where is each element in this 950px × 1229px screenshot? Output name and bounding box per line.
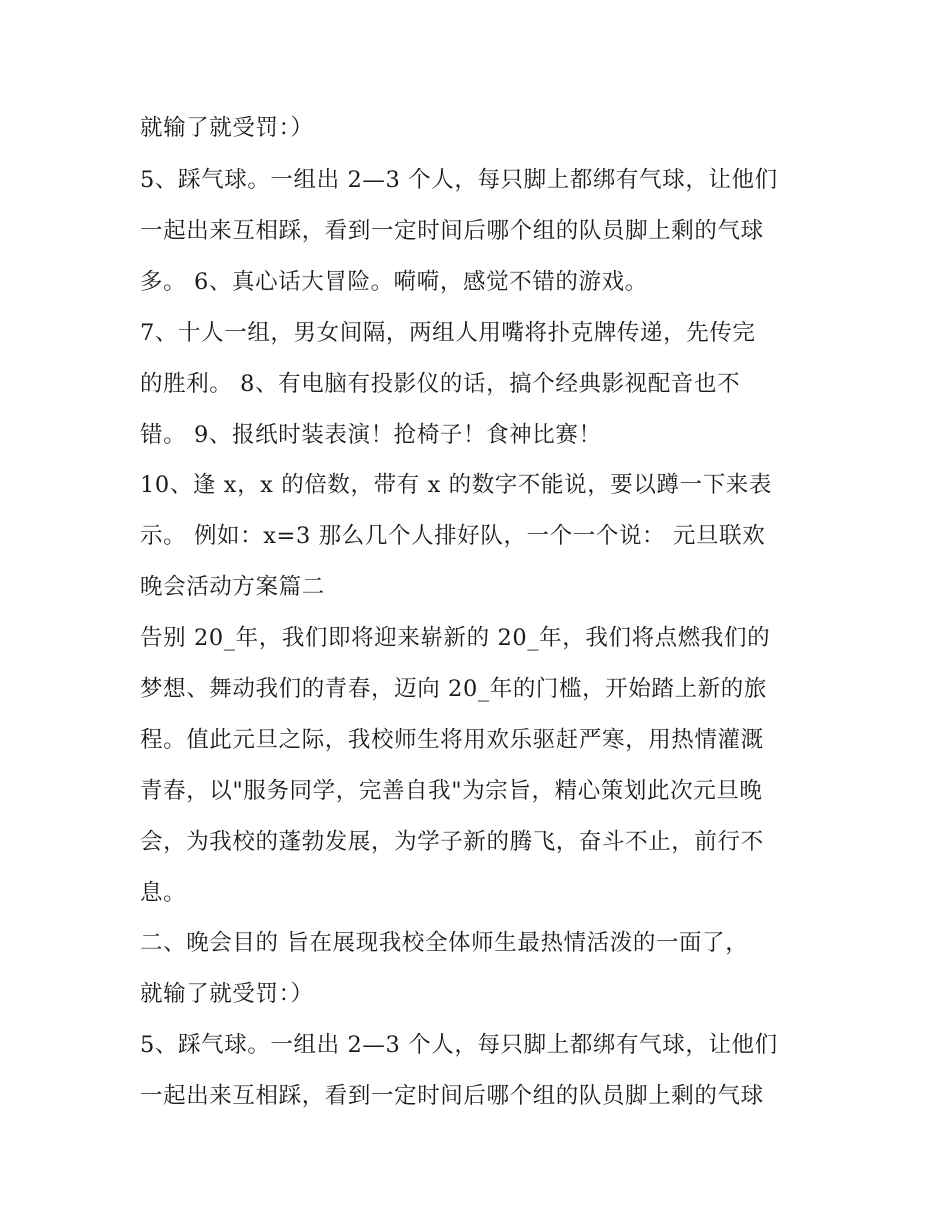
- section-heading: 晚会活动方案篇二: [140, 574, 325, 600]
- text-line: 就输了就受罚：）: [140, 115, 314, 141]
- text-line: 5、踩气球。一组出 2—3 个人，每只脚上都绑有气球，让他们: [140, 167, 778, 193]
- text-line: 告别 20_年，我们即将迎来崭新的 20_年，我们将点燃我们的: [140, 625, 771, 651]
- text-line: 5、踩气球。一组出 2—3 个人，每只脚上都绑有气球，让他们: [140, 1032, 778, 1058]
- text-line: 梦想、舞动我们的青春，迈向 20_年的门槛，开始踏上新的旅: [140, 676, 767, 702]
- text-line: 多。 6、真心话大冒险。嗬嗬，感觉不错的游戏。: [140, 269, 648, 295]
- text-line: 程。值此元旦之际，我校师生将用欢乐驱赶严寒，用热情灌溉: [140, 727, 764, 753]
- text-line: 的胜利。 8、有电脑有投影仪的话，搞个经典影视配音也不: [140, 371, 741, 397]
- text-line: 7、十人一组，男女间隔，两组人用嘴将扑克牌传递，先传完: [140, 320, 756, 346]
- text-line: 10、逢 x，x 的倍数，带有 x 的数字不能说，要以蹲一下来表: [140, 472, 773, 498]
- text-line: 二、晚会目的 旨在展现我校全体师生最热情活泼的一面了，: [140, 930, 749, 956]
- text-line: 会，为我校的蓬勃发展，为学子新的腾飞，奋斗不止，前行不: [140, 829, 764, 855]
- text-line: 就输了就受罚：）: [140, 981, 314, 1007]
- text-line: 错。 9、报纸时装表演！抢椅子！食神比赛！: [140, 422, 602, 448]
- text-line: 一起出来互相踩，看到一定时间后哪个组的队员脚上剩的气球: [140, 1083, 764, 1109]
- text-line: 示。 例如：x=3 那么几个人排好队，一个一个说： 元旦联欢: [140, 523, 766, 549]
- text-line: 青春，以"服务同学，完善自我"为宗旨，精心策划此次元旦晚: [140, 778, 763, 804]
- text-line: 一起出来互相踩，看到一定时间后哪个组的队员脚上剩的气球: [140, 218, 764, 244]
- text-line: 息。: [140, 880, 187, 906]
